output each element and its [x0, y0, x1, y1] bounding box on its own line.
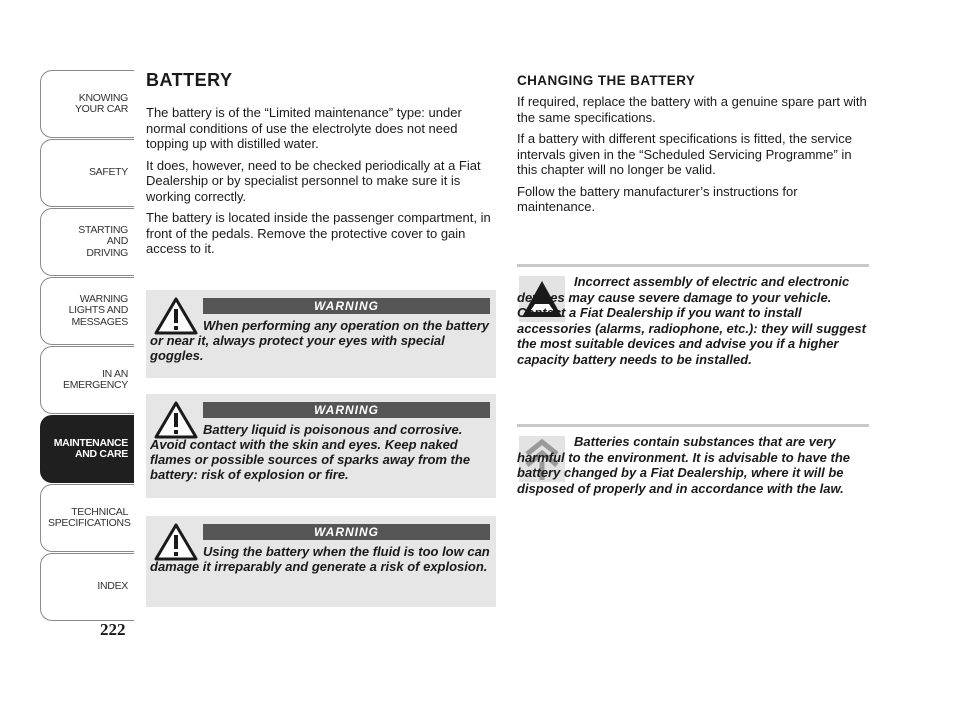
- warning-header: WARNING: [203, 524, 490, 540]
- warning-text: When performing any operation on the battery or near it, always protect your eyes with special goggles.: [150, 318, 490, 363]
- warning-text: Using the battery when the fluid is too low can damage it irreparably and generate a risk of explosion.: [150, 544, 490, 574]
- tab-label: WARNING LIGHTS AND MESSAGES: [68, 292, 128, 328]
- environment-note: [517, 424, 869, 524]
- tab-warning-lights-and-messages[interactable]: [40, 277, 134, 345]
- tab-label: MAINTENANCE AND CARE: [53, 436, 128, 460]
- warning-box: [146, 394, 496, 498]
- battery-section: [146, 70, 496, 263]
- paragraph: Follow the battery manufacturer’s instructions for maintenance.: [517, 183, 798, 214]
- tab-index[interactable]: [40, 553, 134, 621]
- paragraph: If a battery with different specifications is fitted, the service intervals given in the “Scheduled Servicing Programme” in this chapter will no longer be valid.: [517, 131, 853, 177]
- warning-box: [146, 290, 496, 378]
- note-divider: [517, 264, 869, 267]
- warning-box: [146, 516, 496, 607]
- tab-label: INDEX: [97, 580, 128, 593]
- tab-technical-specifications[interactable]: [40, 484, 134, 552]
- page-number: 222: [100, 620, 126, 639]
- tab-starting-and-driving[interactable]: [40, 208, 134, 276]
- chapter-tabs: [40, 70, 134, 622]
- tab-safety[interactable]: [40, 139, 134, 207]
- note-text: Incorrect assembly of electric and electronic devices may cause severe damage to your vehicle. Contact a Fiat Dealership if you want to install accessories (alarms, radiophone, etc.): they will suggest the most suitable devices and advise you if a higher capacity battery needs to be installed.: [517, 274, 866, 367]
- note-text: Batteries contain substances that are very harmful to the environment. It is advisable to have the battery changed by a Fiat Dealership, where it will be disposed of properly and in accordance with the law.: [517, 434, 851, 496]
- changing-battery-section: [517, 70, 869, 221]
- section-title: BATTERY: [146, 70, 233, 90]
- tab-label: KNOWING YOUR CAR: [74, 91, 128, 115]
- tab-label: IN AN EMERGENCY: [63, 367, 128, 391]
- warning-header: WARNING: [203, 402, 490, 418]
- caution-note: [517, 264, 869, 394]
- tab-label: STARTING AND DRIVING: [78, 223, 128, 259]
- warning-text: Battery liquid is poisonous and corrosive. Avoid contact with the skin and eyes. Keep naked flames or possible sources of sparks away from the battery: risk of explosion or fire.: [150, 422, 471, 482]
- tab-maintenance-and-care[interactable]: [40, 415, 134, 483]
- note-divider: [517, 424, 869, 427]
- tab-label: SAFETY: [88, 166, 128, 179]
- paragraph: The battery is located inside the passenger compartment, in front of the pedals. Remove the protective cover to gain access to it.: [146, 210, 491, 256]
- warning-header: WARNING: [203, 298, 490, 314]
- tab-label: TECHNICAL SPECIFICATIONS: [48, 505, 131, 529]
- tab-in-an-emergency[interactable]: [40, 346, 134, 414]
- tab-knowing-your-car[interactable]: [40, 70, 134, 138]
- section-title: CHANGING THE BATTERY: [517, 73, 696, 88]
- paragraph: If required, replace the battery with a genuine spare part with the same specifications.: [517, 94, 867, 125]
- paragraph: The battery is of the “Limited maintenance” type: under normal conditions of use the electrolyte does not need topping up with distilled water.: [146, 105, 462, 151]
- paragraph: It does, however, need to be checked periodically at a Fiat Dealership or by specialist personnel to make sure it is working correctly.: [146, 157, 481, 204]
